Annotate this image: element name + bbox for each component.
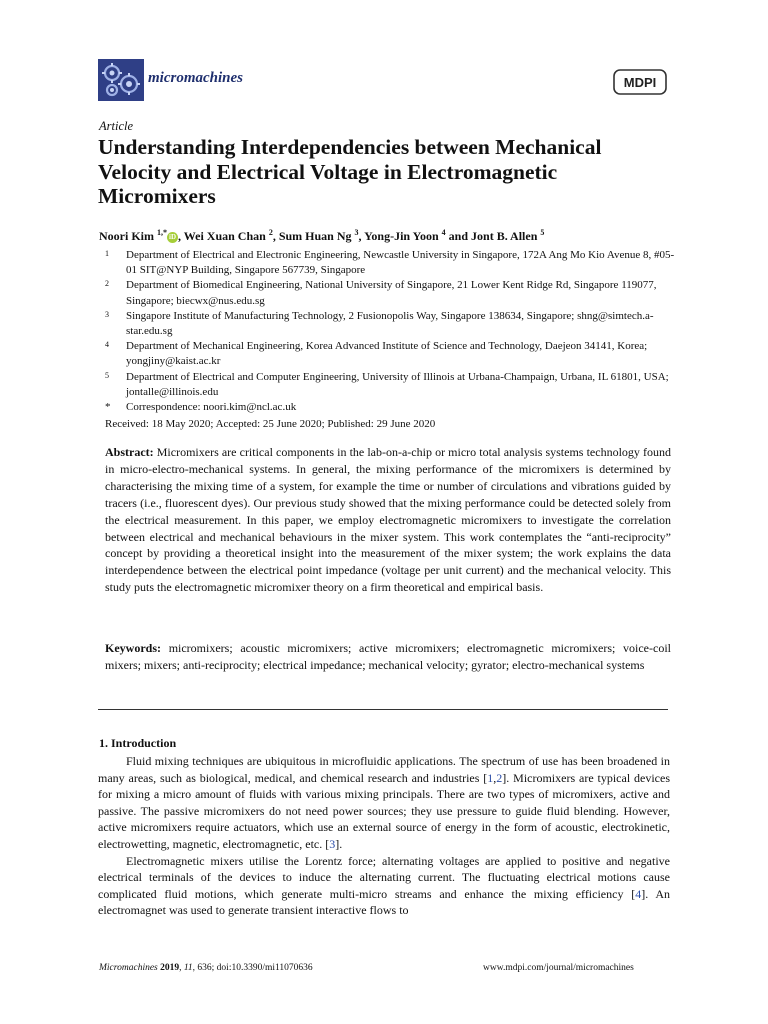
affiliation-item [99, 309, 679, 339]
publisher-name: MDPI [623, 75, 657, 90]
author-name: Wei Xuan Chan [183, 229, 269, 243]
section-body [98, 753, 670, 919]
affiliation-list [99, 248, 679, 415]
footer-url[interactable]: www.mdpi.com/journal/micromachines [483, 963, 634, 973]
abstract-text: Micromixers are critical components in the lab-on-a-chip or micro total analysis systems technology found in micro-electro-mechanical systems. In general, the mixing performance of the micromixers is determined by characterising the mixing time of a system, for example the time or number of circulations and vibrations guided by tracers (i.e., fluorescent dyes). Our previous study showed that the mixing performance could be detected solely from the electrical measurement. In this paper, we employ electromagnetic micromixers to investigate the correlation between electrical and mechanical behaviours in the mixer system. This work contemplates the “anti-reciprocity” concept by providing a theoretical insight into the measurement of the mixer system; the work explains the data interdependence between the electrical point impedance (voltage per unit current) and the mechanical velocity. This study puts the electromagnetic micromixer theory on a firm theoretical and empirical basis. [105, 445, 672, 595]
paragraph [98, 853, 670, 919]
author-list [99, 228, 679, 244]
footer-year: 2019 [160, 963, 180, 973]
affiliation-text: Department of Electrical and Electronic Engineering, Newcastle University in Singapore, 172A Ang Mo Kio Avenue 8, #05-01 SIT@NYP Building, Singapore 567739, Singapore [126, 249, 675, 277]
keywords-text: micromixers; acoustic micromixers; active micromixers; electromagnetic micromixers; voice-coil mixers; mixers; anti-reciprocity; electrical impedance; mechanical velocity; gyrator; electro-mechanical systems [105, 641, 671, 672]
article-type: Article [99, 119, 134, 133]
author-separator: , [178, 229, 184, 243]
footer-volume: 11 [183, 963, 193, 973]
affiliation-text: Department of Biomedical Engineering, National University of Singapore, 21 Lower Kent Ridge Rd, Singapore 119077, Singapore; biecwx@nus.edu.sg [126, 279, 657, 307]
affiliation-number: 2 [105, 279, 109, 289]
citation-link[interactable]: 4 [635, 886, 642, 901]
footer-doi: , 636; doi:10.3390/mi11070636 [192, 963, 313, 973]
affiliation-number: 5 [105, 370, 109, 380]
author-name: Jont B. Allen [471, 229, 541, 243]
footer-citation: Micromachines 2019, 11, 636; doi:10.3390/mi11070636 [99, 963, 313, 973]
footer-journal: Micromachines [99, 963, 158, 973]
affiliation-number: 4 [105, 340, 109, 350]
section-heading: 1. Introduction [99, 736, 177, 750]
author-separator: and [445, 229, 472, 243]
author-separator: , [358, 229, 365, 243]
affiliation-number: 3 [105, 309, 109, 319]
affiliation-number: * [105, 401, 111, 414]
journal-logo-gears-icon [98, 59, 144, 101]
author-affiliation-sup: 2 [268, 228, 273, 237]
author-name: Sum Huan Ng [278, 229, 355, 243]
affiliation-text: Correspondence: noori.kim@ncl.ac.uk [126, 401, 297, 414]
journal-name: micromachines [148, 70, 244, 86]
paragraph-text: , [493, 770, 497, 785]
paragraph-text: ]. An electromagnet was used to generate transient interactive flows to [98, 886, 671, 918]
author-affiliation-sup: 3 [354, 228, 359, 237]
affiliation-item [99, 278, 679, 308]
citation-link[interactable]: 3 [329, 836, 336, 851]
paragraph [98, 753, 670, 853]
affiliation-item [99, 248, 679, 278]
author-affiliation-sup: 1,* [157, 228, 167, 237]
paper-title: Understanding Interdependencies between Mechanical Velocity and Electrical Voltage in Electromagnetic Micromixers [98, 135, 602, 208]
affiliation-text: Singapore Institute of Manufacturing Technology, 2 Fusionopolis Way, Singapore 138634, Singapore; shng@simtech.a-star.edu.sg [126, 309, 654, 338]
paragraph-text: Electromagnetic mixers utilise the Lorentz force; alternating voltages are applied to positive and negative electrical terminals of the devices to induce the alternating current. The fluctuating electrical motions cause complicated fluid motions, which generate multi-micro streams and enhance the mixing efficiency [ [98, 853, 670, 901]
mdpi-logo [612, 68, 668, 96]
affiliation-text: Department of Electrical and Computer Engineering, University of Illinois at Urbana-Champaign, Urbana, IL 61801, USA; jontalle@illinois.edu [126, 370, 669, 398]
author-affiliation-sup: 5 [540, 228, 545, 237]
orcid-icon[interactable]: iD [169, 233, 176, 241]
affiliation-number: 1 [105, 249, 109, 258]
paragraph-text: Fluid mixing techniques are ubiquitous in microfluidic applications. The spectrum of use has been broadened in many areas, such as biological, medical, and chemical research and industries [ [98, 754, 670, 785]
author-affiliation-sup: 4 [441, 228, 446, 237]
affiliation-text: Department of Mechanical Engineering, Korea Advanced Institute of Science and Technology, Daejeon 34141, Korea; yongjiny@kaist.ac.kr [126, 340, 648, 368]
author-name: Noori Kim [99, 229, 157, 243]
divider [98, 709, 668, 710]
author-name: Yong-Jin Yoon [364, 229, 442, 243]
affiliation-item [99, 370, 679, 400]
keywords [105, 640, 671, 674]
paragraph-text: ]. [335, 836, 343, 851]
abstract-label: Abstract: [105, 445, 154, 459]
publication-dates: Received: 18 May 2020; Accepted: 25 June 2020; Published: 29 June 2020 [105, 418, 436, 430]
affiliation-item [99, 400, 679, 415]
author-separator: , [272, 229, 279, 243]
paragraph-text: ]. Micromixers are typical devices for mixing a micro amount of fluids with various mixing principals. There are two types of micromixers, active and passive. The passive micromixers do not need power sources; they use pressure to guide fluid blending. However, active micromixers require actuators, which use an external source of energy in the form of acoustic, electrokinetic, electrowetting, magnetic, electromagnetic, etc. [ [98, 770, 670, 851]
affiliation-item [99, 339, 679, 369]
abstract [105, 444, 671, 596]
citation-link[interactable]: 2 [496, 770, 503, 785]
keywords-label: Keywords: [105, 641, 161, 655]
citation-link[interactable]: 1 [487, 770, 494, 785]
